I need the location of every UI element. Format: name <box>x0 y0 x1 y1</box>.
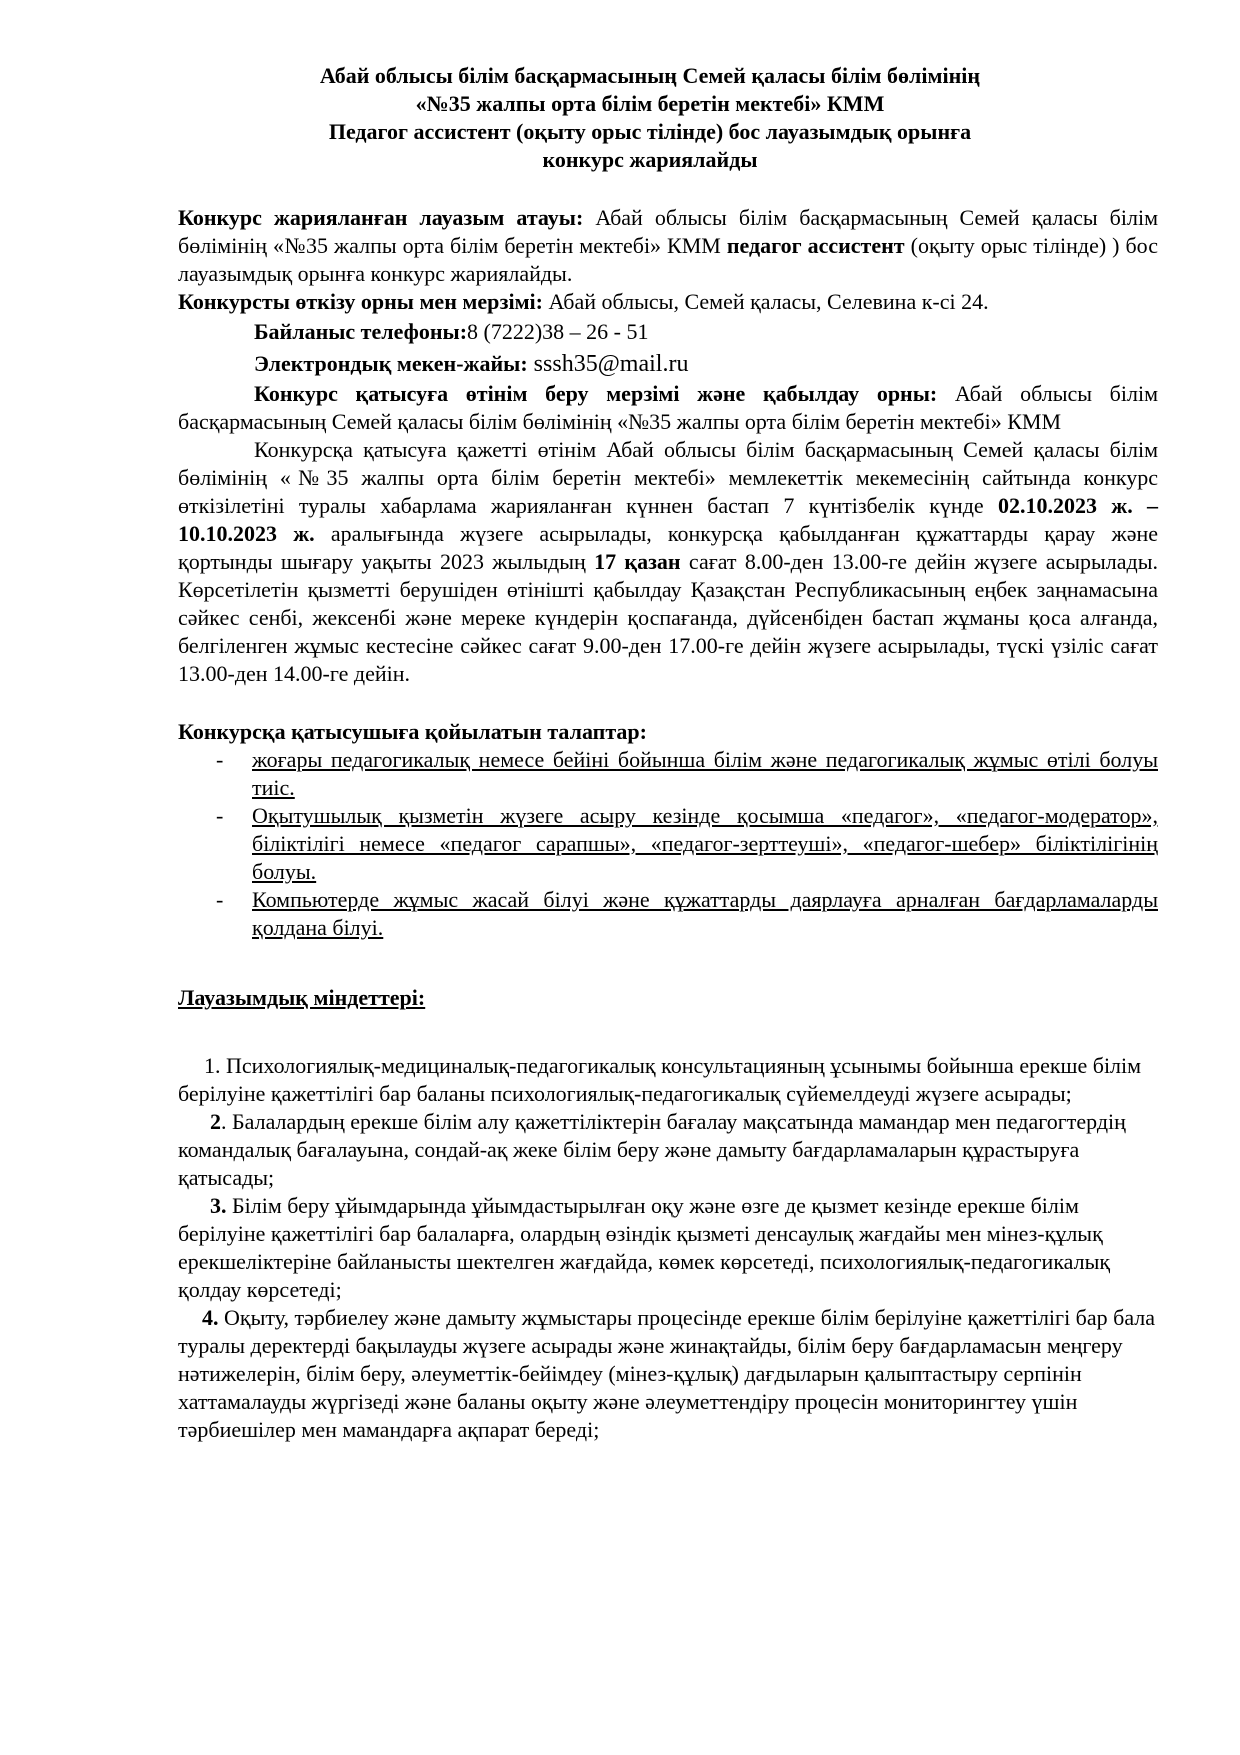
list-dash: - <box>216 747 224 772</box>
procedure-text-1: Конкурсқа қатысуға қажетті өтінім Абай облысы білім басқармасының Семей қаласы білім бөлімінің «№35 жалпы орта білім беретін мектебі» мемлекеттік мекемесінің сайтында конкурс өткізілетіні туралы хабарлама жарияланған күннен бастап 7 күнтізбелік күнде <box>178 437 1158 518</box>
procedure-review-date: 17 қазан <box>594 549 681 574</box>
duty-item <box>178 1052 1158 1108</box>
list-dash: - <box>216 803 224 828</box>
requirement-text: Оқытушылық қызметін жүзеге асыру кезінде қосымша «педагог», «педагог-модератор», біліктілігі немесе «педагог сарапшы», «педагог-зерттеуші», «педагог-шебер» біліктілігінің болуы. <box>252 803 1158 884</box>
application-label: Конкурс қатысуға өтінім беру мерзімі және қабылдау орны: <box>254 381 938 406</box>
duty-number: 3. <box>210 1193 227 1218</box>
document-header <box>290 62 1010 174</box>
header-line-1: Абай облысы білім басқармасының Семей қаласы білім бөлімінің <box>319 63 981 88</box>
duty-number: 1. <box>204 1053 221 1078</box>
email-paragraph <box>178 350 1158 378</box>
position-label: Конкурс жарияланған лауазым атауы: <box>178 205 584 230</box>
phone-label: Байланыс телефоны: <box>254 319 468 344</box>
venue-label: Конкурсты өткізу орны мен мерзімі: <box>178 289 543 314</box>
procedure-text-3: сағат 8.00-ден 13.00-ге дейін жүзеге асырылады. Көрсетілетін қызметті берушіден өтінішті қабылдау Қазақстан Республикасының еңбек заңнамасына сәйкес сенбі, жексенбі және мереке күндерін қоспағанда, дүйсенбіден бастап жұманы қоса алғанда, белгіленген жұмыс кестесіне сәйкес сағат 9.00-ден 17.00-ге дейін жүзеге асырылады, түскі үзіліс сағат 13.00-ден 14.00-ге дейін. <box>178 549 1159 686</box>
duties-title: Лауазымдық міндеттері: <box>178 985 426 1010</box>
duty-text: . Балалардың ерекше білім алу қажеттіліктерін бағалау мақсатында мамандар мен педагогтердің командалық бағалауына, сондай-ақ жеке білім беру және дамыту бағдарламаларын құрастыруға қатысады; <box>178 1109 1126 1190</box>
phone-paragraph <box>178 318 1158 346</box>
duty-item <box>178 1304 1158 1444</box>
application-text: Абай облысы білім басқармасының Семей қаласы білім бөлімінің «№35 жалпы орта білім беретін мектебі» КММ <box>178 381 1158 434</box>
list-dash: - <box>216 887 224 912</box>
procedure-paragraph <box>178 436 1158 688</box>
procedure-date-range: 02.10.2023 ж. – 10.10.2023 ж. <box>178 493 1159 546</box>
duty-text: Білім беру ұйымдарында ұйымдастырылған оқу және өзге де қызмет кезінде ерекше білім берілуіне қажеттілігі бар балаларға, олардың өзіндік қызметі денсаулық жағдайы мен мінез-құлық ерекшеліктеріне байланысты шектелген жағдайда, көмек көрсетеді, психологиялық-педагогикалық қолдау көрсетеді; <box>178 1193 1111 1302</box>
document-body <box>178 204 1158 1444</box>
header-line-3: Педагог ассистент (оқыту орыс тілінде) бос лауазымдық орынға <box>328 119 972 144</box>
procedure-text-2: аралығында жүзеге асырылады, конкурсқа қабылданған құжаттарды қарау және қортынды шығару уақыты 2023 жылыдың <box>178 521 1158 574</box>
requirement-item <box>178 746 1158 802</box>
requirement-item <box>178 802 1158 886</box>
position-text-1: Абай облысы білім басқармасының Семей қаласы білім бөлімінің «№35 жалпы орта білім беретін мектебі» КММ <box>178 205 1158 258</box>
duty-text: Психологиялық-медициналық-педагогикалық консультацияның ұсынымы бойынша ерекше білім берілуіне қажеттілігі бар баланы психологиялық-педагогикалық сүйемелдеуді жүзеге асырады; <box>178 1053 1142 1106</box>
position-text-2: (оқыту орыс тілінде) ) бос лауазымдық орынға конкурс жариялайды. <box>178 233 1158 286</box>
duty-number: 4. <box>202 1305 219 1330</box>
requirements-title: Конкурсқа қатысушыға қойылатын талаптар: <box>178 719 647 744</box>
requirement-text: жоғары педагогикалық немесе бейіні бойынша білім және педагогикалық жұмыс өтілі болуы тиіс. <box>252 747 1158 800</box>
duty-number: 2 <box>210 1109 221 1134</box>
position-title-bold: педагог ассистент <box>726 233 905 258</box>
phone-value: 8 (7222)38 – 26 - 51 <box>467 319 649 344</box>
duty-text: Оқыту, тәрбиелеу және дамыту жұмыстары процесінде ерекше білім берілуіне қажеттілігі бар бала туралы деректерді бақылауды жүзеге асырады және жинақтайды, білім беру бағдарламасын меңгеру нәтижелерін, білім беру, әлеуметтік-бейімдеу (мінез-құлық) дағдыларын қалыптастыру серпінін хаттамалауды жүргізеді және баланы оқыту және әлеуметтендіру процесін мониторингтеу үшін тәрбиешілер мен мамандарға ақпарат береді; <box>178 1305 1156 1442</box>
requirement-item <box>178 886 1158 942</box>
header-line-4: конкурс жариялайды <box>542 147 758 172</box>
application-paragraph <box>178 380 1158 436</box>
email-value: sssh35@mail.ru <box>527 351 689 377</box>
duty-item <box>178 1192 1158 1304</box>
email-label: Электрондық мекен-жайы: <box>254 351 528 376</box>
position-paragraph <box>178 204 1158 288</box>
duty-item <box>178 1108 1158 1192</box>
venue-text: Абай облысы, Семей қаласы, Селевина к-сі 24. <box>543 289 989 314</box>
requirements-list <box>178 746 1158 942</box>
header-line-2: «№35 жалпы орта білім беретін мектебі» КММ <box>415 91 885 116</box>
requirement-text: Компьютерде жұмыс жасай білуі және құжаттарды даярлауға арналған бағдарламаларды қолдана білуі. <box>252 887 1158 940</box>
venue-paragraph <box>178 288 1158 316</box>
